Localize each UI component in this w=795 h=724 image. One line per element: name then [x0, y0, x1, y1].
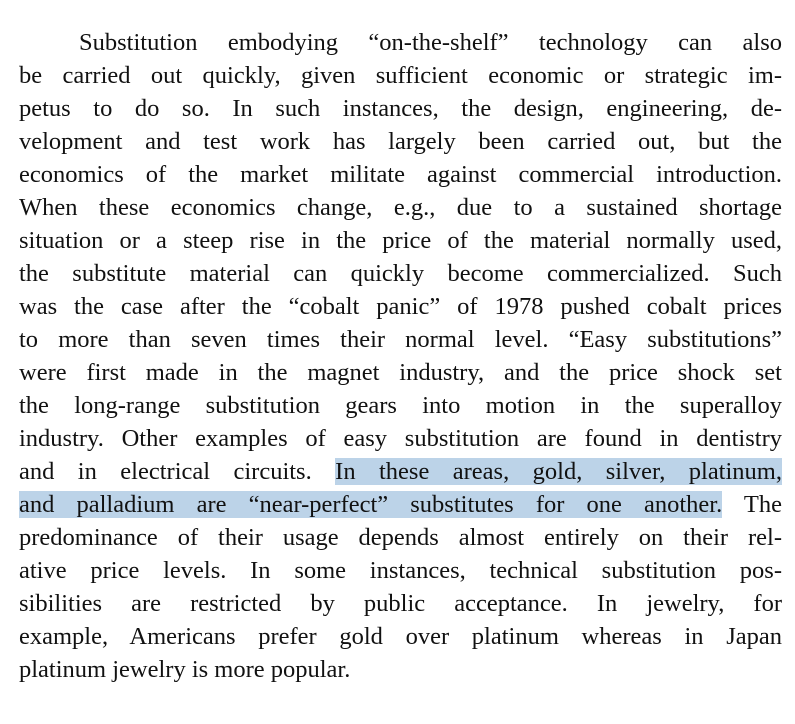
text-segment: and in electrical circuits.	[19, 458, 336, 485]
text-segment: The	[722, 491, 782, 518]
text-line: be carried out quickly, given sufficient economic or strategic im-	[19, 62, 782, 89]
document-page	[19, 26, 782, 686]
body-paragraph	[19, 26, 782, 686]
text-line: were first made in the magnet industry, and the price shock set	[19, 359, 782, 386]
highlighted-text[interactable]: In these areas, gold, silver, platinum,	[335, 458, 782, 485]
text-line: When these economics change, e.g., due to a sustained shortage	[19, 194, 782, 221]
text-line: petus to do so. In such instances, the design, engineering, de-	[19, 95, 782, 122]
text-line	[19, 488, 782, 521]
text-line: example, Americans prefer gold over platinum whereas in Japan	[19, 623, 782, 650]
text-line: Substitution embodying “on-the-shelf” technology can also	[79, 29, 782, 56]
text-line: ative price levels. In some instances, technical substitution pos-	[19, 557, 782, 584]
text-line: situation or a steep rise in the price of the material normally used,	[19, 227, 782, 254]
text-line: sibilities are restricted by public acceptance. In jewelry, for	[19, 590, 782, 617]
text-line: economics of the market militate against commercial introduction.	[19, 161, 782, 188]
text-line: platinum jewelry is more popular.	[19, 656, 351, 683]
highlighted-text[interactable]: and palladium are “near-perfect” substitutes for one another.	[19, 491, 723, 518]
text-line: to more than seven times their normal level. “Easy substitutions”	[19, 326, 782, 353]
text-line: predominance of their usage depends almost entirely on their rel-	[19, 524, 782, 551]
text-line	[19, 455, 782, 488]
text-line: velopment and test work has largely been carried out, but the	[19, 128, 782, 155]
text-line: industry. Other examples of easy substitution are found in dentistry	[19, 425, 782, 452]
text-line: the long-range substitution gears into motion in the superalloy	[19, 392, 782, 419]
text-line: the substitute material can quickly become commercialized. Such	[19, 260, 782, 287]
text-line: was the case after the “cobalt panic” of 1978 pushed cobalt prices	[19, 293, 782, 320]
